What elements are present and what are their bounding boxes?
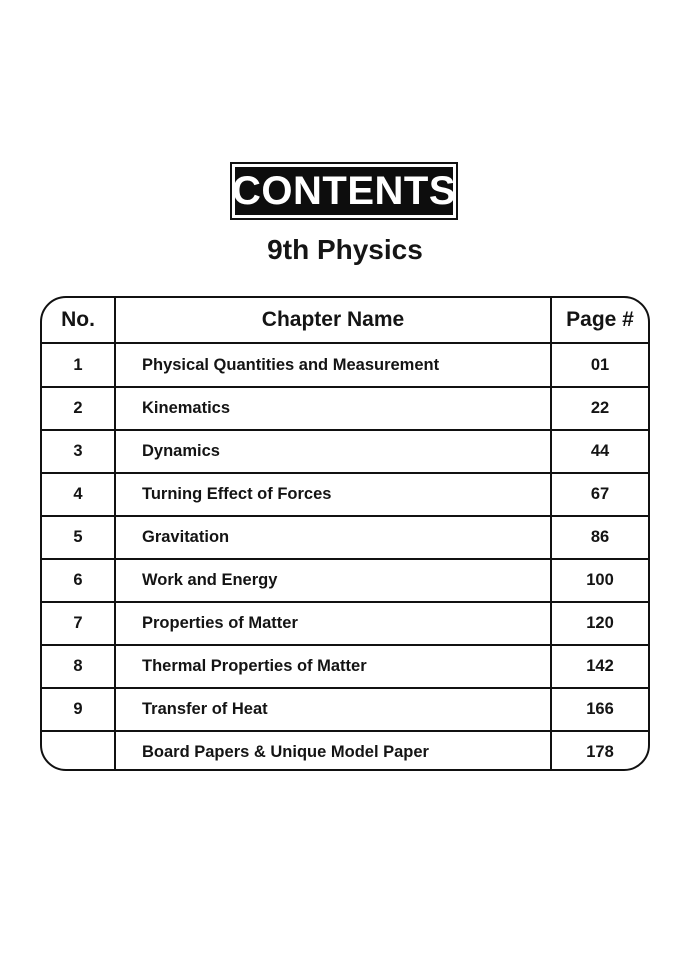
row-page: 01	[590, 355, 610, 374]
row-number: 2	[42, 388, 116, 429]
row-chapter-name: Transfer of Heat	[116, 689, 552, 730]
row-chapter-name: Dynamics	[116, 431, 552, 472]
row-chapter-name: Turning Effect of Forces	[116, 474, 552, 515]
row-number: 8	[42, 646, 116, 687]
contents-title-box	[230, 162, 458, 220]
row-page: 178	[586, 743, 614, 761]
table-row	[42, 515, 648, 558]
header-page: Page #	[566, 308, 634, 331]
row-chapter-name: Gravitation	[116, 517, 552, 558]
table-row	[42, 472, 648, 515]
table-row	[42, 429, 648, 472]
row-page: 166	[586, 700, 614, 718]
row-number	[42, 732, 116, 771]
contents-table	[40, 296, 650, 771]
table-row	[42, 730, 648, 771]
header-chapter-name: Chapter Name	[116, 298, 552, 342]
table-row	[42, 386, 648, 429]
row-page: 22	[590, 399, 610, 417]
row-page: 86	[590, 528, 610, 546]
row-page: 67	[590, 485, 610, 503]
row-number: 1	[42, 344, 116, 386]
row-number: 7	[42, 603, 116, 644]
row-chapter-name: Thermal Properties of Matter	[116, 646, 552, 687]
row-number: 5	[42, 517, 116, 558]
table-row	[42, 342, 648, 386]
table-row	[42, 558, 648, 601]
header-no: No.	[42, 298, 116, 342]
row-page: 100	[586, 571, 614, 589]
row-page: 120	[586, 614, 614, 632]
row-chapter-name: Kinematics	[116, 388, 552, 429]
table-header-row	[42, 298, 648, 342]
row-number: 6	[42, 560, 116, 601]
table-row	[42, 644, 648, 687]
row-chapter-name: Work and Energy	[116, 560, 552, 601]
row-number: 3	[42, 431, 116, 472]
contents-title: CONTENTS	[232, 169, 456, 213]
book-subtitle: 9th Physics	[267, 234, 423, 265]
row-number: 4	[42, 474, 116, 515]
row-chapter-name: Properties of Matter	[116, 603, 552, 644]
table-row	[42, 601, 648, 644]
row-number: 9	[42, 689, 116, 730]
row-chapter-name: Physical Quantities and Measurement	[116, 344, 552, 386]
row-chapter-name: Board Papers & Unique Model Paper	[116, 732, 552, 771]
table-row	[42, 687, 648, 730]
row-page: 44	[590, 442, 610, 460]
row-page: 142	[586, 657, 614, 675]
